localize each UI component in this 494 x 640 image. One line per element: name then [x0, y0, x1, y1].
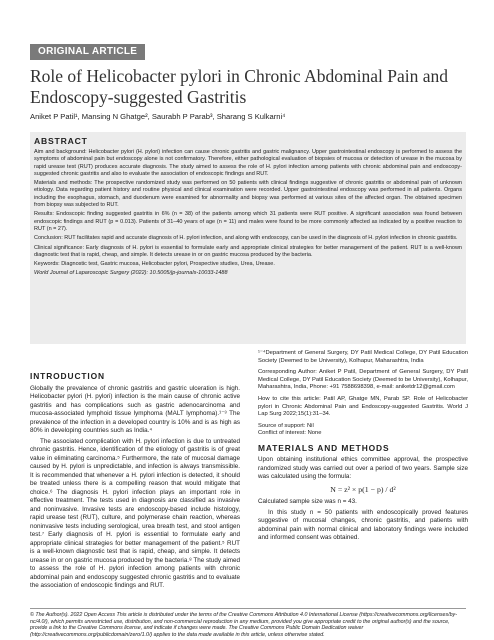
article-title: Role of Helicobacter pylori in Chronic Abdominal Pain and Endoscopy-suggested Gastritis — [30, 66, 448, 107]
abstract-box — [30, 132, 466, 344]
methods-heading: MATERIALS AND METHODS — [258, 442, 390, 453]
intro-paragraph-2: The associated complication with H. pylori infection is due to untreated chronic gastritis. Hence, identification of the etiology of gastritis is of great value in eliminating carcinoma.⁵ Furthermore, the rate of mucosal damage caused by H. pylori is unpredictable, and infection is always transmissible. It is recommended that whenever a H. pylori infection is detected, it should be treated unless there is a compelling reason that would mitigate that choice.⁶ The diagnosis H. pylori infection plays an important role in effective treatment. The tests used in diagnosis are classified as invasive and noninvasive. Invasive tests are endoscopy-based include histology, rapid urease test (RUT), culture, and polymerase chain reaction, whereas noninvasive tests including serological, urea breath test, and stool antigen test.⁷ Early diagnosis of H. pylori is essential to formulate early and appropriate clinical strategies for better management of the patient.⁵ RUT is a well-known diagnostic test that is rapid, cheap, and simple. It detects urease in or on gastric mucosa produced by the bacteria.⁸ The study aimed to assess the role of H. pylori infection among patients with chronic abdominal pain and endoscopy suggested chronic gastritis and to evaluate the association of endoscopic findings and RUT. — [30, 437, 240, 589]
abstract-aim: Aim and background: Helicobacter pylori (H. pylori) infection can cause chronic gastritis and gastric malignancy. Upper gastrointestinal endoscopy is performed to assess the symptoms of abdominal pain but endoscopy alone is not confirmatory. Therefore, either pathological evaluation of biopsies of mucosa or detection of urease in the mucosa by rapid urease test (RUT) produces accurate diagnosis. The study aimed to assess the role of H. pylori infection among patients with chronic abdominal pain and endoscopy-suggested chronic gastritis and also to evaluate the association of endoscopic findings and RUT. — [34, 149, 462, 177]
methods-paragraph-3: In this study n = 50 patients with endoscopically proved features suggestive of mucosal changes, chronic gastritis, and patients with abdominal pain with normal clinical and laboratory findings were included and informed consent was obtained. — [258, 508, 468, 542]
source-of-support: Source of support: Nil — [258, 422, 314, 429]
abstract-significance: Clinical significance: Early diagnosis of H. pylori is essential to formulate early and appropriate clinical strategies for better management of the patient. RUT is a well-known diagnostic test that is rapid, cheap, and simple. It detects urease in or on gastric mucosa produced by the bacteria. — [34, 244, 462, 258]
abstract-methods: Materials and methods: The prospective randomized study was performed on 50 patients with clinical findings suggestive of chronic gastritis or abdominal pain of unknown etiology. Data regarding patient history and routine physical and clinical examination were recorded. Upper gastrointestinal endoscopy was performed in all patients. Organs including the esophagus, stomach, and duodenum were examined for abnormality and biopsy was performed at various sites of the affected organ. The obtained specimen from biopsy was subjected to RUT. — [34, 180, 462, 209]
journal-citation: World Journal of Laparoscopic Surgery (2022): 10.5005/jp-journals-10033-1488 — [34, 270, 228, 277]
corresponding-author: Corresponding Author: Aniket P Patil, Department of General Surgery, DY Patil Medical College, DY Patil Education Society (Deemed to be University), Kolhapur, Maharashtra, India, Phone: +91 7588698398, e-mail: aniketdr12@gmail.com — [258, 369, 468, 391]
abstract-results: Results: Endoscopic finding suggested gastritis in 6% (n = 38) of the patients among which 31 patients were RUT positive. A significant association was found between endoscopic findings and RUT (p = 0.013). Patients of 31–40 years of age (n = 11) and males were found to be more commonly affected as indicated by a positive reaction to RUT (n = 27). — [34, 211, 462, 232]
methods-paragraph-1: Upon obtaining institutional ethics committee approval, the prospective randomized study was carried out over a period of two years. Sample size was calculated using the formula: — [258, 456, 468, 481]
abstract-heading: ABSTRACT — [34, 136, 88, 146]
intro-heading: INTRODUCTION — [30, 371, 106, 381]
left-column — [30, 372, 240, 593]
author-list: Aniket P Patil¹, Mansing N Ghatge², Saurabh P Parab³, Sharang S Kulkarni⁴ — [30, 112, 286, 121]
sample-size-formula: N = z² × p(1 − p) / d² — [330, 484, 396, 494]
conflict-of-interest: Conflict of interest: None — [258, 430, 322, 437]
license-footer: © The Author(s). 2022 Open Access This article is distributed under the terms of the Creative Commons Attribution 4.0 International License (https://creativecommons.org/licenses/by-nc/4.0/), which permits unrestricted use, distribution, and non-commercial reproduction in any medium, provided you give appropriate credit to the original author(s) and the source, provide a link to the Creative Commons license, and indicate if changes were made. The Creative Commons Public Domain Dedication waiver (http://creativecommons.org/publicdomain/zero/1.0/) applies to the data made available in this article, unless otherwise stated. — [30, 608, 466, 638]
affiliation-departments: ¹⁻⁴Department of General Surgery, DY Patil Medical College, DY Patil Education Society (Deemed to be University), Kolhapur, Maharashtra, India — [258, 350, 468, 364]
how-to-cite: How to cite this article: Patil AP, Ghatge MN, Parab SP. Role of Helicobacter pylori in Chronic Abdominal Pain and Endoscopy-suggested Gastritis. World J Lap Surg 2022;15(1):31–34. — [258, 395, 468, 418]
abstract-keywords: Keywords: Diagnostic test, Gastric mucosa, Helicobacter pylori, Prospective studies, Urea, Urease. — [34, 261, 275, 268]
methods-paragraph-2: Calculated sample size was n = 43. — [258, 498, 357, 506]
abstract-conclusion: Conclusion: RUT facilitates rapid and accurate diagnosis of H. pylori infection, and along with endoscopy, can be used in the diagnosis of H. pylori infection in chronic gastritis. — [34, 235, 458, 242]
right-column — [258, 350, 468, 545]
article-type-tag: ORIGINAL ARTICLE — [30, 44, 145, 60]
intro-paragraph-1: Globally the prevalence of chronic gastritis and gastric ulceration is high. Helicobacter pylori (H. pylori) infection is the main cause of chronic active gastritis and has complications such as gastric adenocarcinoma and mucosa-associated lymphoid tissue lymphoma (MALT lymphoma).¹⁻³ The prevalence of the infection in a developed country is 10% and is as high as 80% in developing countries such as India.⁴ — [30, 384, 240, 434]
